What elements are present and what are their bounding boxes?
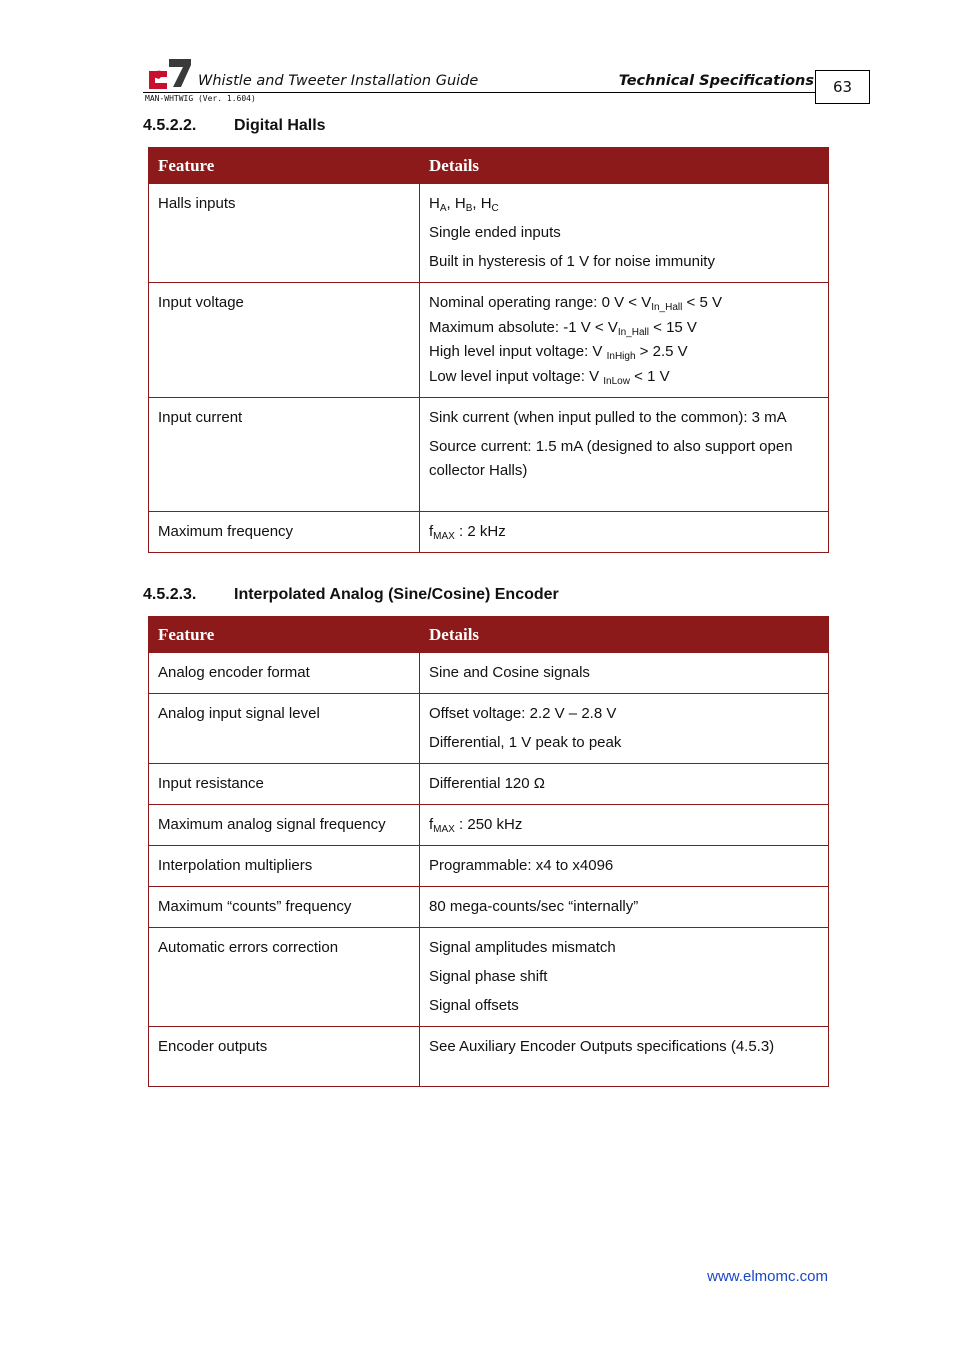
table-row bbox=[149, 764, 829, 805]
detail-text: Offset voltage: 2.2 V – 2.8 V bbox=[429, 705, 617, 722]
table-row bbox=[149, 846, 829, 887]
table-row bbox=[149, 653, 829, 694]
heading-digital-halls bbox=[143, 117, 326, 135]
section-title: Digital Halls bbox=[234, 117, 326, 134]
document-version: MAN-WHTWIG (Ver. 1.604) bbox=[145, 94, 256, 103]
column-header-feature: Feature bbox=[149, 617, 420, 653]
section-number: 4.5.2.2. bbox=[143, 117, 197, 134]
table-row bbox=[149, 283, 829, 398]
heading-interpolated-encoder bbox=[143, 586, 559, 604]
details-cell: Sine and Cosine signals bbox=[420, 653, 829, 694]
detail-text: Sink current (when input pulled to the common): 3 mA bbox=[429, 409, 787, 426]
table-row bbox=[149, 694, 829, 764]
feature-cell: Input voltage bbox=[149, 283, 420, 398]
table-header-row bbox=[149, 617, 829, 653]
header-section-title: Technical Specifications bbox=[618, 73, 814, 89]
feature-cell: Maximum frequency bbox=[149, 512, 420, 553]
feature-cell: Encoder outputs bbox=[149, 1027, 420, 1087]
detail-text: Nominal operating range: 0 $V < V_{In\_Hall} < 5$ V bbox=[429, 294, 722, 313]
details-cell bbox=[420, 184, 829, 283]
feature-cell: Halls inputs bbox=[149, 184, 420, 283]
elmo-logo-icon bbox=[147, 57, 191, 89]
page-number: 63 bbox=[815, 70, 870, 104]
details-cell: 80 mega-counts/sec “internally” bbox=[420, 887, 829, 928]
feature-cell: Automatic errors correction bbox=[149, 928, 420, 1027]
detail-text: Low level input voltage: V $_{InLow}$ < 1 V bbox=[429, 367, 670, 387]
detail-text: Signal offsets bbox=[429, 997, 519, 1014]
detail-text: Single ended inputs bbox=[429, 224, 561, 241]
table-row bbox=[149, 887, 829, 928]
feature-cell: Interpolation multipliers bbox=[149, 846, 420, 887]
footer-website-link[interactable]: www.elmomc.com bbox=[707, 1268, 828, 1285]
detail-text: Signal phase shift bbox=[429, 968, 548, 985]
table-row bbox=[149, 1027, 829, 1087]
details-cell: Differential 120 Ω bbox=[420, 764, 829, 805]
details-cell: See Auxiliary Encoder Outputs specifications (4.5.3) bbox=[420, 1027, 829, 1087]
table-row bbox=[149, 184, 829, 283]
digital-halls-table bbox=[148, 147, 829, 553]
detail-text: Built in hysteresis of 1 V for noise immunity bbox=[429, 253, 715, 270]
halls-signals: $H_A$, $H_B$, $H_C$ bbox=[429, 195, 499, 214]
column-header-feature: Feature bbox=[149, 148, 420, 184]
column-header-details: Details bbox=[420, 148, 829, 184]
detail-text: Differential, 1 V peak to peak bbox=[429, 734, 622, 751]
details-cell bbox=[420, 694, 829, 764]
details-cell bbox=[420, 398, 829, 512]
table-row bbox=[149, 512, 829, 553]
details-cell: $f_{MAX}$ : 250 kHz bbox=[420, 805, 829, 846]
table-row bbox=[149, 805, 829, 846]
document-title: Whistle and Tweeter Installation Guide bbox=[198, 73, 479, 89]
table-row bbox=[149, 398, 829, 512]
header-rule bbox=[143, 92, 816, 93]
section-title: Interpolated Analog (Sine/Cosine) Encoder bbox=[234, 586, 559, 603]
table-header-row bbox=[149, 148, 829, 184]
details-cell: Programmable: x4 to x4096 bbox=[420, 846, 829, 887]
detail-text: Signal amplitudes mismatch bbox=[429, 939, 616, 956]
encoder-table bbox=[148, 616, 829, 1087]
details-cell bbox=[420, 928, 829, 1027]
feature-cell: Input resistance bbox=[149, 764, 420, 805]
feature-cell: Input current bbox=[149, 398, 420, 512]
feature-cell: Maximum analog signal frequency bbox=[149, 805, 420, 846]
column-header-details: Details bbox=[420, 617, 829, 653]
feature-cell: Analog encoder format bbox=[149, 653, 420, 694]
details-cell: $f_{MAX}$ : 2 kHz bbox=[420, 512, 829, 553]
feature-cell: Maximum “counts” frequency bbox=[149, 887, 420, 928]
feature-cell: Analog input signal level bbox=[149, 694, 420, 764]
table-row bbox=[149, 928, 829, 1027]
details-cell bbox=[420, 283, 829, 398]
section-number: 4.5.2.3. bbox=[143, 586, 197, 603]
detail-text: Maximum absolute: -1 $V < V_{In\_Hall} < 15$ V bbox=[429, 318, 697, 338]
detail-text: High level input voltage: V $_{InHigh}$ > 2.5 V bbox=[429, 343, 688, 362]
detail-text: Source current: 1.5 mA (designed to also support open collector Halls) bbox=[429, 438, 793, 479]
